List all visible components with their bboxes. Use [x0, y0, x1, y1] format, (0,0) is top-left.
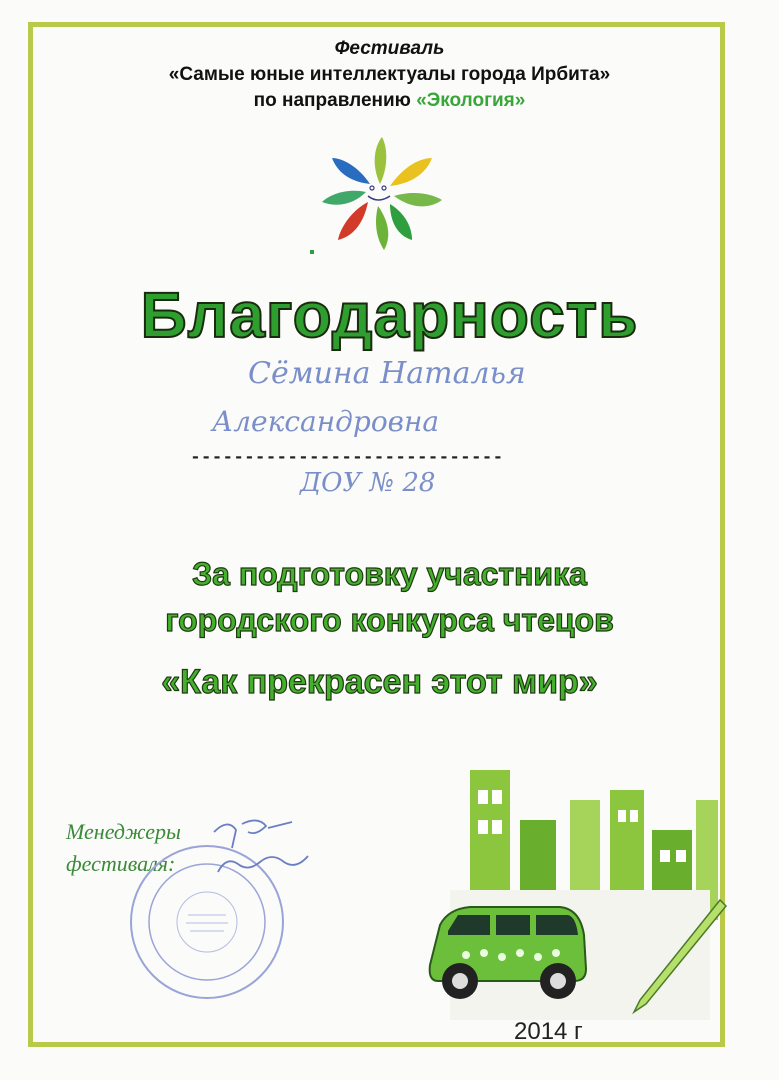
festival-title: Фестиваль: [334, 38, 445, 59]
direction-prefix: по направлению: [253, 90, 417, 111]
managers-line2: фестиваля:: [66, 851, 176, 876]
direction-value: «Экология»: [416, 90, 526, 111]
reason-line2: городского конкурса чтецов: [165, 602, 614, 638]
recipient-name-line2: Александровна: [212, 405, 440, 438]
city-skyline-illustration: [420, 760, 730, 1020]
recipient-separator: -----------------------------: [190, 448, 504, 468]
manager-signature-icon: [208, 812, 318, 882]
certificate-headline: Благодарность: [140, 279, 639, 351]
reason-line3: «Как прекрасен этот мир»: [161, 663, 598, 701]
reason-line1: За подготовку участника: [192, 556, 587, 592]
recipient-name-line1: Сёмина Наталья: [248, 356, 526, 391]
festival-direction: [0, 88, 779, 113]
recipient-organization: ДОУ № 28: [300, 468, 436, 498]
festival-name: «Самые юные интеллектуалы города Ирбита»: [168, 64, 611, 85]
festival-logo-icon: [300, 130, 460, 260]
certificate-year: 2014 г: [514, 1018, 583, 1045]
managers-line1: Менеджеры: [66, 819, 181, 844]
